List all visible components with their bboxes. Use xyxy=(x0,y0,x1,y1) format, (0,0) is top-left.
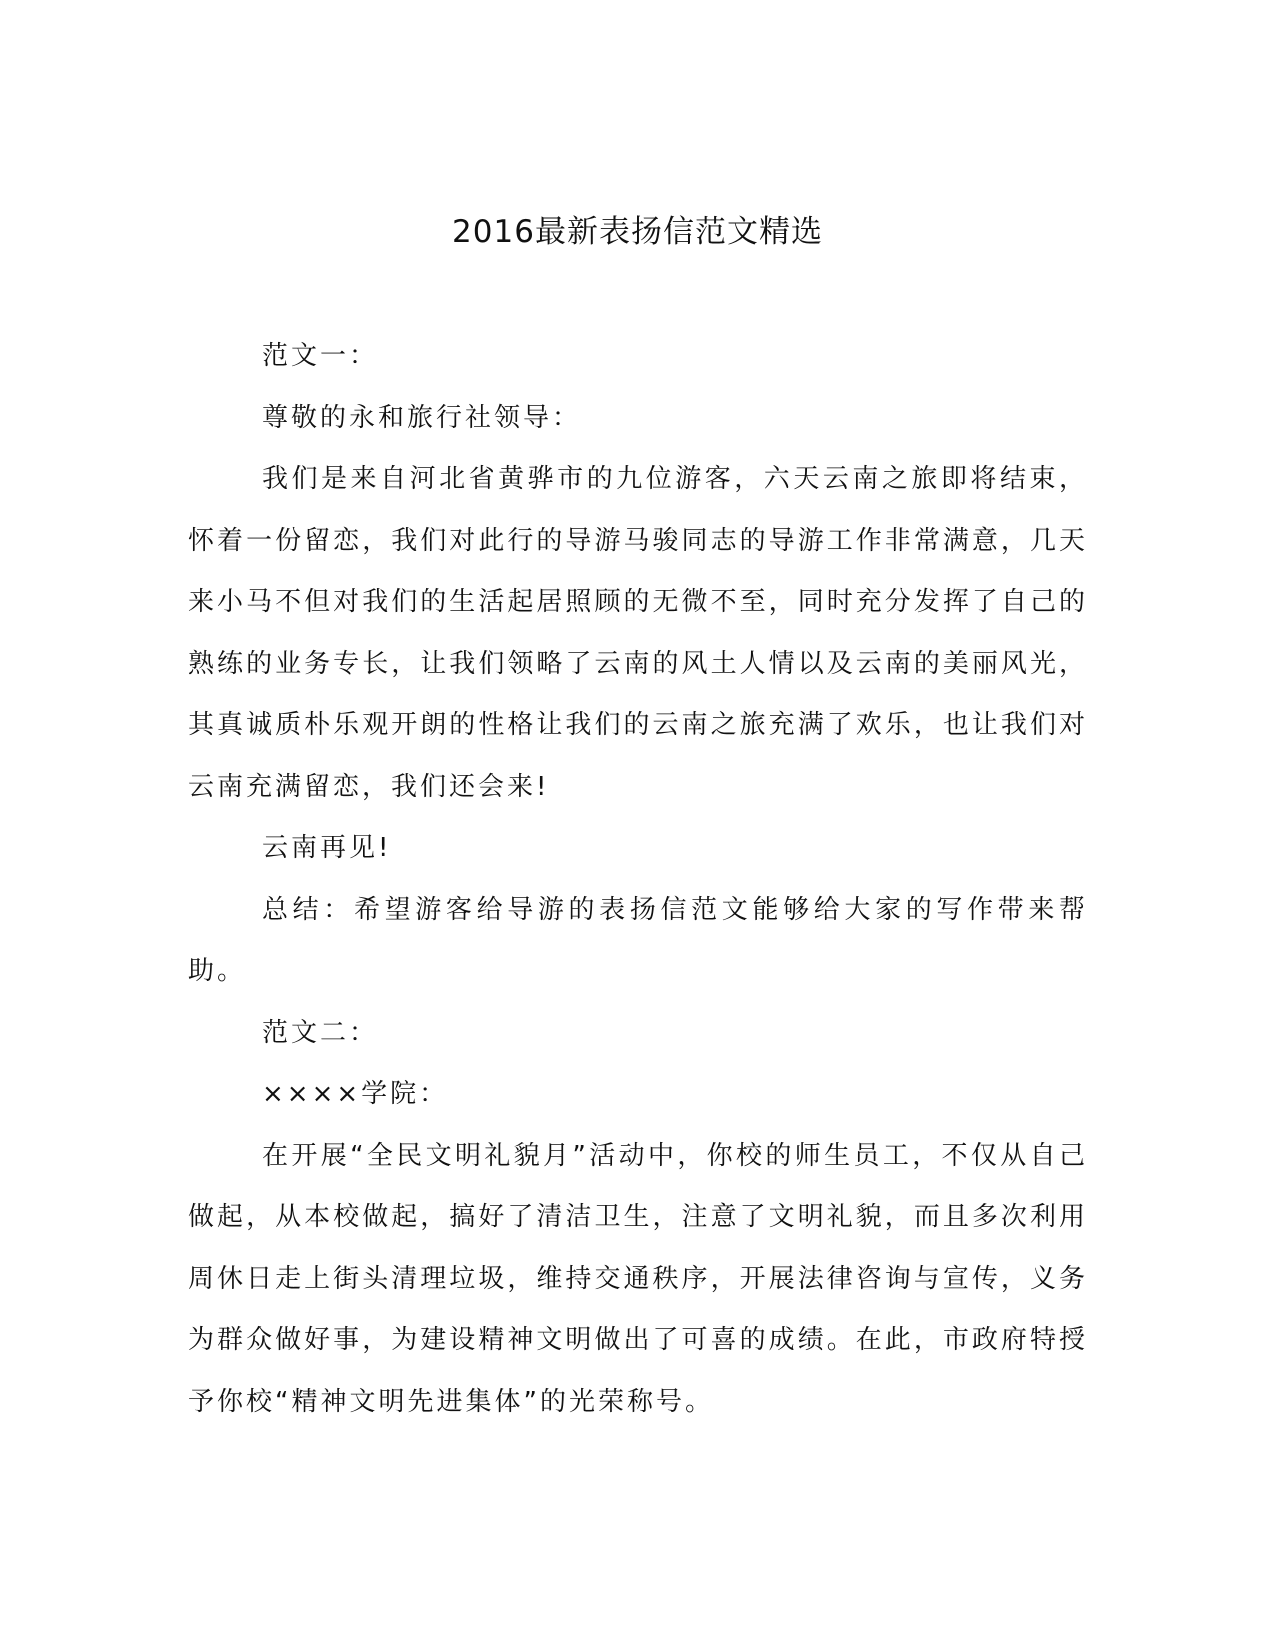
paragraph-salutation-college: ××××学院： xyxy=(262,1079,449,1109)
paragraph-salutation-travel-agency: 尊敬的永和旅行社领导： xyxy=(262,402,582,433)
document-body xyxy=(188,326,1088,1433)
paragraph-sample-two-heading: 范文二： xyxy=(262,1017,379,1048)
paragraph-sample-one-heading: 范文一： xyxy=(262,341,379,371)
paragraph-travel-praise: 我们是来自河北省黄骅市的九位游客，六天云南之旅即将结束，怀着一份留恋，我们对此行的导游马骏同志的导游工作非常满意，几天来小马不但对我们的生活起居照顾的无微不至，同时充分发挥了自己的熟练的业务专长，让我们领略了云南的风土人情以及云南的美丽风光，其真诚质朴乐观开朗的性格让我们的云南之旅充满了欢乐，也让我们对云南充满留恋，我们还会来! xyxy=(188,464,1088,802)
document-title: 2016最新表扬信范文精选 xyxy=(452,214,823,250)
paragraph-farewell: 云南再见! xyxy=(262,833,392,863)
paragraph-summary: 总结：希望游客给导游的表扬信范文能够给大家的写作带来帮助。 xyxy=(188,894,1088,986)
paragraph-college-praise: 在开展“全民文明礼貌月”活动中，你校的师生员工，不仅从自己做起，从本校做起，搞好了清洁卫生，注意了文明礼貌，而且多次利用周休日走上街头清理垃圾，维持交通秩序，开展法律咨询与宣传，义务为群众做好事，为建设精神文明做出了可喜的成绩。在此，市政府特授予你校“精神文明先进集体”的光荣称号。 xyxy=(188,1140,1088,1417)
